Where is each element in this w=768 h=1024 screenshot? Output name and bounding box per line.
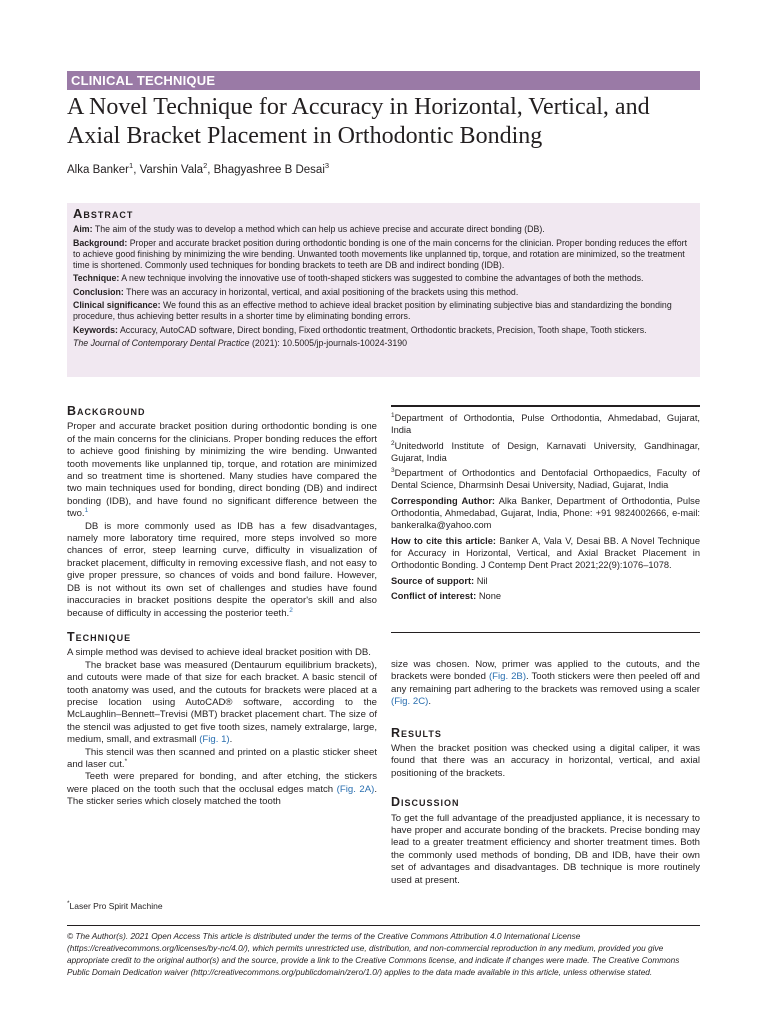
corresponding-text: Alka Banker, Department of Orthodontia, Pulse Orthodontia, Ahmedabad, Gujarat, India, Phone: +91 9824002666, e-mail: bankeralka@yahoo.com	[391, 495, 700, 531]
license-rule	[67, 925, 700, 926]
background-heading: Background	[67, 404, 146, 418]
fig-2c-link[interactable]: (Fig. 2C)	[391, 696, 429, 708]
abstract-aim-label: Aim:	[73, 224, 93, 234]
footnote: *Laser Pro Spirit Machine	[67, 900, 163, 911]
affiliation-block	[391, 412, 700, 605]
abstract-technique-label: Technique:	[73, 273, 120, 283]
license-text: © The Author(s). 2021 Open Access This article is distributed under the terms of the Creative Commons Attribution 4.0 International License (https://creativecommons.org/licenses/by-nc/4.0/), which permits unrestricted use, distribution, and non-commercial reproduction in any medium, provided you give appropriate credit to the original author(s) and the source, provide a link to the Creative Commons license, and indicate if changes were made. The Creative Commons Public Domain Dedication waiver (http://creativecommons.org/publicdomain/zero/1.0/) applies to the data made available in this article, unless otherwise stated.	[67, 931, 680, 977]
abstract-aim-text: The aim of the study was to develop a method which can help us achieve precise and accurate direct bonding (DB).	[92, 224, 545, 234]
affiliation-1: $^1$Department of Orthodontia, Pulse Orthodontia, Ahmedabad, Gujarat, India	[391, 411, 700, 436]
abstract-background-text: Proper and accurate bracket position during orthodontic bonding is one of the main concerns for the clinician. Proper bonding reduces the effort to achieve good finishing by minimizing the wire bending. Unwanted tooth movements like unplanned tip, torque, and rotation are minimized, so the treatment time is shortened. Commonly used techniques for bonding brackets to teeth are DB and indirect bonding (IDB).	[73, 237, 688, 270]
footnote-marker: *	[124, 757, 128, 765]
title-line-1: A Novel Technique for Accuracy in Horizontal, Vertical, and	[67, 94, 650, 120]
abstract-box	[67, 203, 700, 377]
affiliation-3: $^3$Department of Orthodontics and Dentofacial Orthopaedics, Faculty of Dental Science, Dharmsinh Desai University, Nadiad, Gujarat, India	[391, 467, 700, 491]
fig-1-link[interactable]: (Fig. 1)	[199, 734, 230, 746]
abstract-heading: Abstract	[73, 206, 134, 221]
discussion-paragraph: To get the full advantage of the preadjusted appliance, it is necessary to have proper and accurate bonding of the brackets. Precise bonding may lead to a greater treatment efficiency and shorter treatment times. Both the commonly used methods of bonding, DB and IDB, have their own set of advantages and disadvantages. DB technique is more routinely used at present.	[391, 812, 700, 886]
discussion-heading: Discussion	[391, 795, 460, 810]
affiliation-bottom-rule	[391, 632, 700, 633]
abstract-clinical-text: We found this as an effective method to achieve ideal bracket position by eliminating subjective bias and standardizing the bonding procedure, thus achieving better results in a shorter time by eliminating bonding errors.	[73, 300, 672, 321]
abstract-technique	[73, 273, 694, 284]
citation-ref[interactable]: 1	[84, 507, 89, 515]
abstract-keywords-label: Keywords:	[73, 324, 118, 335]
source-of-support-label: Source of support:	[391, 575, 475, 586]
author-sup: 2	[203, 161, 208, 171]
abstract-technique-text: A new technique involving the innovative use of tooth-shaped stickers was suggested to combine the advantages of both the methods.	[119, 273, 644, 283]
citation-doi: (2021): 10.5005/jp-journals-10024-3190	[249, 338, 407, 348]
left-column	[67, 405, 377, 809]
abstract-keywords	[73, 325, 694, 336]
background-paragraph-1: Proper and accurate bracket position during orthodontic bonding is one of the main concerns for the clinicians. Proper bonding reduces the effort to achieve good finishing by minimizing the wire bending. Unwanted tooth movements like unplanned tip, torque, and rotation are minimized and so treatment time is shortened. Many studies have compared the two main techniques used for bonding, direct bonding (DB) and indirect bonding (IDB), and have found no significant difference between the two.$^1$	[67, 421, 377, 520]
article-title	[67, 93, 707, 151]
fig-2b-link[interactable]: (Fig. 2B)	[488, 671, 527, 683]
conflict-of-interest-label: Conflict of interest:	[391, 590, 477, 601]
category-band: CLINICAL TECHNIQUE	[67, 71, 700, 90]
title-line-2: Axial Bracket Placement in Orthodontic Bonding	[67, 123, 543, 149]
technique-paragraph-3: This stencil was then scanned and printed on a plastic sticker sheet and laser cut.*	[67, 746, 377, 770]
abstract-conclusion	[73, 287, 694, 298]
fig-2a-link[interactable]: (Fig. 2A)	[336, 783, 375, 795]
results-heading: Results	[391, 725, 442, 740]
journal-name: The Journal of Contemporary Dental Practice	[73, 338, 250, 348]
abstract-background-label: Background:	[73, 237, 128, 248]
abstract-clinical	[73, 300, 694, 322]
abstract-clinical-label: Clinical significance:	[73, 300, 161, 310]
abstract-citation	[73, 338, 694, 349]
background-paragraph-2: DB is more commonly used as IDB has a few disadvantages, namely more laboratory time required, more steps involved so more chances of error, steep learning curve, difficulty in visualization of bracket placement, difficulty in removing excessive flash, and not easy to give proper pressure, so chances of voids and bond failure. However, DB is not without its own set of challenges and studies have found inaccuracies in bracket positions despite the operator's skill and also because of difficulty in accessing the posterior teeth.$^2$	[67, 520, 377, 619]
abstract-background	[73, 238, 694, 271]
source-of-support	[391, 575, 700, 587]
technique-heading: Technique	[67, 629, 132, 644]
citation-ref[interactable]: 2	[289, 606, 293, 614]
source-of-support-text: Nil	[474, 575, 488, 586]
technique-continued: size was chosen. Now, primer was applied to the cutouts, and the brackets were bonded (Fig. 2B). Tooth stickers were then peeled off and any remaining part adhering to the brackets was removed using a scaler (Fig. 2C).	[391, 659, 700, 708]
technique-paragraph-4: Teeth were prepared for bonding, and after etching, the stickers were placed on the tooth such that the occlusal edges match (Fig. 2A). The sticker series which closely matched the tooth	[67, 771, 377, 808]
how-to-cite-text: Banker A, Vala V, Desai BB. A Novel Technique for Accuracy in Horizontal, Vertical, and Axial Bracket Placement in Orthodontic Bonding. J Contemp Dent Pract 2021;22(9):1076–1078.	[391, 535, 700, 571]
abstract-conclusion-text: There was an accuracy in horizontal, vertical, and axial positioning of the brackets using this method.	[123, 286, 519, 297]
conflict-of-interest-text: None	[476, 590, 502, 601]
technique-paragraph-2: The bracket base was measured (Dentaurum equilibrium brackets), and cutouts were made of that size for each bracket. A basic stencil of tooth anatomy was used, and the cutouts for brackets were placed at a precise location using AutoCAD® software, according to the McLaughlin–Bennett–Trevisi (MBT) bracket placement chart. The size of the stencil was adjusted to get five tooth sizes, namely extralarge, large, medium, small, and extrasmall (Fig. 1).	[67, 659, 377, 746]
technique-paragraph-1: A simple method was devised to achieve ideal bracket position with DB.	[67, 647, 371, 659]
corresponding-author	[391, 495, 700, 532]
how-to-cite-label: How to cite this article:	[391, 535, 496, 546]
author-name: Bhagyashree B Desai	[213, 164, 325, 176]
author-list: Alka Banker$^1$, Varshin Vala$^2$, Bhagyashree B Desai$^3$	[67, 161, 330, 176]
abstract-conclusion-label: Conclusion:	[73, 286, 124, 297]
corresponding-label: Corresponding Author:	[391, 495, 496, 506]
conflict-of-interest	[391, 590, 700, 602]
author-name: Alka Banker	[67, 164, 130, 176]
abstract-aim	[73, 224, 694, 235]
how-to-cite	[391, 535, 700, 572]
right-column	[391, 659, 700, 887]
results-paragraph: When the bracket position was checked using a digital caliper, it was found that there was an accuracy in horizontal, vertical, and axial positioning of the brackets.	[391, 743, 700, 779]
affiliation-2: $^2$Unitedworld Institute of Design, Karnavati University, Gandhinagar, Gujarat, India	[391, 439, 700, 463]
abstract-keywords-text: Accuracy, AutoCAD software, Direct bonding, Fixed orthodontic treatment, Orthodontic brackets, Precision, Tooth shape, Tooth stickers.	[117, 324, 647, 335]
affiliation-top-rule	[391, 405, 700, 407]
author-name: Varshin Vala	[139, 164, 204, 176]
author-sup: 3	[324, 161, 330, 171]
author-sup: 1	[129, 161, 134, 171]
